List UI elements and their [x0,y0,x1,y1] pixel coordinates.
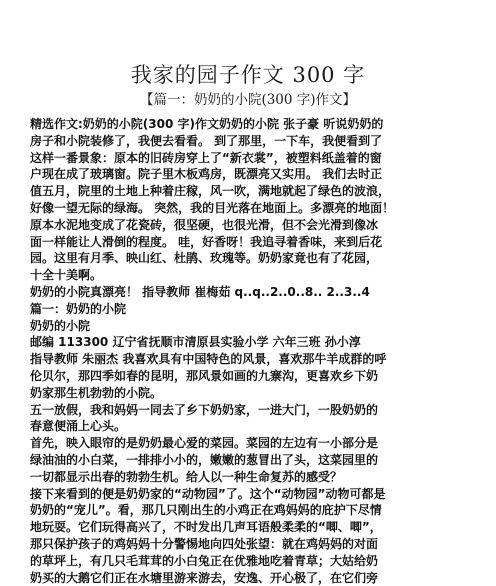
body-line: 地玩耍。它们玩得高兴了，不时发出几声耳语般柔柔的“唧、唧”， [30,520,382,535]
body-line: 原本水泥地变成了花瓷砖，很坚硬，也很光滑，但不会光滑到像冰 [30,217,379,232]
body-line: 首先，映入眼帘的是奶奶最心爱的菜园。菜园的左边有一小部分是 [30,436,379,451]
body-line: 绿油油的小白菜，一排排小小的，嫩嫩的葱冒出了头，这菜园里的 [30,452,379,467]
document-body [30,116,470,586]
body-line: 精选作文:奶奶的小院(300 字)作文奶奶的小院 张子豪 听说奶奶的 [30,117,384,131]
body-line: 这样一番景象：原本的旧砖房穿上了“新衣裳”，被塑料纸盖着的窗 [30,150,382,165]
body-line: 奶买的大鹅它们正在水塘里游来游去，安逸、开心极了，在它们旁 [30,570,379,585]
body-line: 值五月，院里的土地上种着庄稼，风一吹，满地就起了绿色的波浪， [30,184,391,199]
body-line: 指导教师 朱丽杰 我喜欢具有中国特色的风景，喜欢那牛羊成群的呼 [30,352,387,367]
body-line: 的草坪上，有几只毛茸茸的小白兔正在优雅地吃着青草；大姑给奶 [30,553,379,568]
body-line: 十全十美啊。 [30,268,103,283]
body-line: 园。这里有月季、映山红、杜鹃、玫瑰等。奶奶家竟也有了花园， [30,251,379,266]
body-line: 奶奶的小院 [30,318,91,333]
body-line: 奶家那生机勃勃的小院。 [30,385,163,400]
body-line: 面一样能让人滑倒的程度。 哇，好香呀！我追寻着香味，来到后花 [30,234,383,249]
body-line: 五一放假，我和妈妈一同去了乡下奶奶家，一进大门，一股奶奶的 [30,402,379,417]
body-line: 奶奶的“宠儿”。看，那几只刚出生的小鸡正在鸡妈妈的庇护下尽情 [30,503,382,518]
body-line: 好像一望无际的绿海。 突然，我的目光落在地面上。多漂亮的地面！ [30,200,395,215]
body-line: 奶奶的小院真漂亮！ 指导教师 崔梅茹 q..q..2..0..8.. 2..3..4 [30,284,370,299]
document-subtitle: 【篇一：奶奶的小院(300 字)作文】 [139,92,357,108]
body-line: 春意便涌上心头。 [30,419,127,434]
document-title: 我家的园子作文 300 字 [130,63,366,87]
body-line: 一切都显示出春的勃勃生机。给人以一种生命复苏的感受？ [30,469,343,484]
body-line: 户现在成了玻璃窗。院子里木板鸡房，既漂亮又实用。 我们去时正 [30,167,383,182]
body-line: 接下来看到的便是奶奶家的“动物园”了。这个“动物园”动物可都是 [30,486,386,501]
body-line: 房子和小院装修了，我便去看看。 到了那里，一下车，我便看到了 [30,133,383,148]
body-line: 那只保护孩子的鸡妈妈十分警惕地向四处张望：就在鸡妈妈的对面 [30,536,379,551]
body-line: 伦贝尔，那四季如春的昆明，那风景如画的九寨沟，更喜欢乡下奶 [30,368,379,383]
body-line: 邮编 113300 辽宁省抚顺市清原县实验小学 六年三班 孙小淳 [30,335,361,350]
body-line: 篇一：奶奶的小院 [30,301,127,316]
